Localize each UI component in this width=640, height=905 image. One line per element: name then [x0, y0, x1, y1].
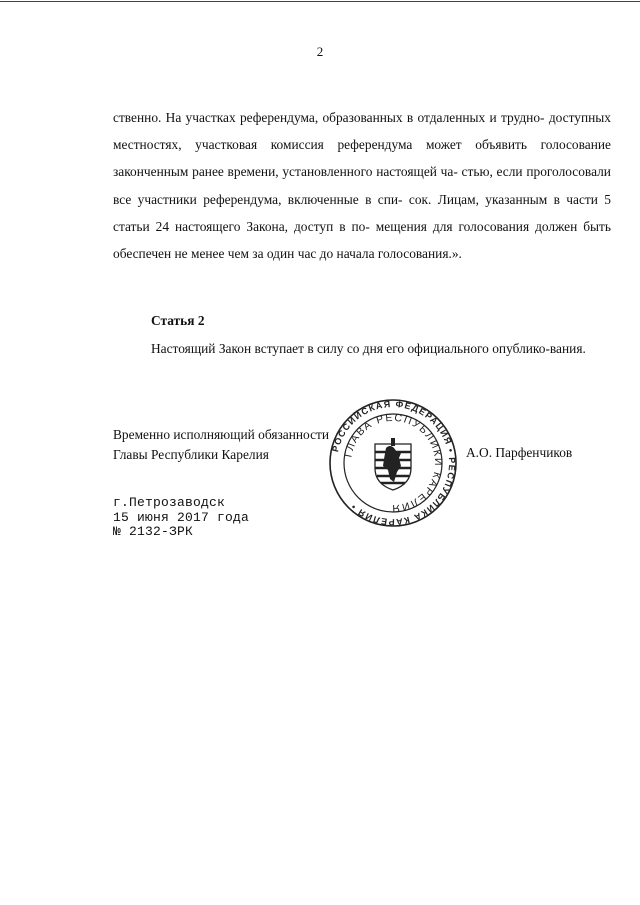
top-rule — [0, 1, 640, 2]
signature-position — [113, 425, 329, 465]
article-text: Настоящий Закон вступает в силу со дня его официального опублико-вания. — [151, 341, 586, 356]
page-number: 2 — [316, 44, 324, 59]
body-paragraph — [113, 104, 611, 267]
document-footer — [113, 496, 249, 540]
footer-city: г.Петрозаводск — [113, 495, 226, 510]
official-seal-stamp — [328, 398, 458, 528]
signature-position-line: Временно исполняющий обязанности — [113, 427, 330, 442]
body-line: сок. Лицам, указанным в части 5 статьи 24 настоящего Закона, доступ в по- — [113, 191, 611, 234]
body-line: мещения для голосования должен быть обеспечен не менее чем за один — [113, 218, 611, 262]
article-title: Статья 2 — [151, 313, 205, 328]
footer-number: № 2132-ЗРК — [113, 524, 194, 539]
body-line: час до начала голосования.». — [297, 246, 462, 262]
footer-date: 15 июня 2017 года — [113, 509, 250, 525]
stamp-inner-text: ГЛАВА РЕСПУБЛИКИ КАРЕЛИЯ — [342, 411, 445, 515]
body-line: голосование законченным ранее времени, установленного настоящей ча- — [113, 137, 611, 180]
body-line: ственно. На участках референдума, образованных в отдаленных и трудно- — [113, 110, 545, 125]
body-line: стью, если проголосовали все участники референдума, включенные в спи- — [113, 164, 611, 207]
signature-position-line: Главы Республики Карелия — [113, 447, 269, 462]
body-line: доступных местностях, участковая комиссия референдума может объявить — [113, 110, 611, 153]
coat-of-arms-icon — [375, 438, 411, 490]
signatory-name: А.О. Парфенчиков — [466, 445, 573, 460]
body-text — [113, 104, 611, 267]
stamp-outer-text: РОССИЙСКАЯ ФЕДЕРАЦИЯ • РЕСПУБЛИКА КАРЕЛИЯ • — [330, 398, 458, 528]
